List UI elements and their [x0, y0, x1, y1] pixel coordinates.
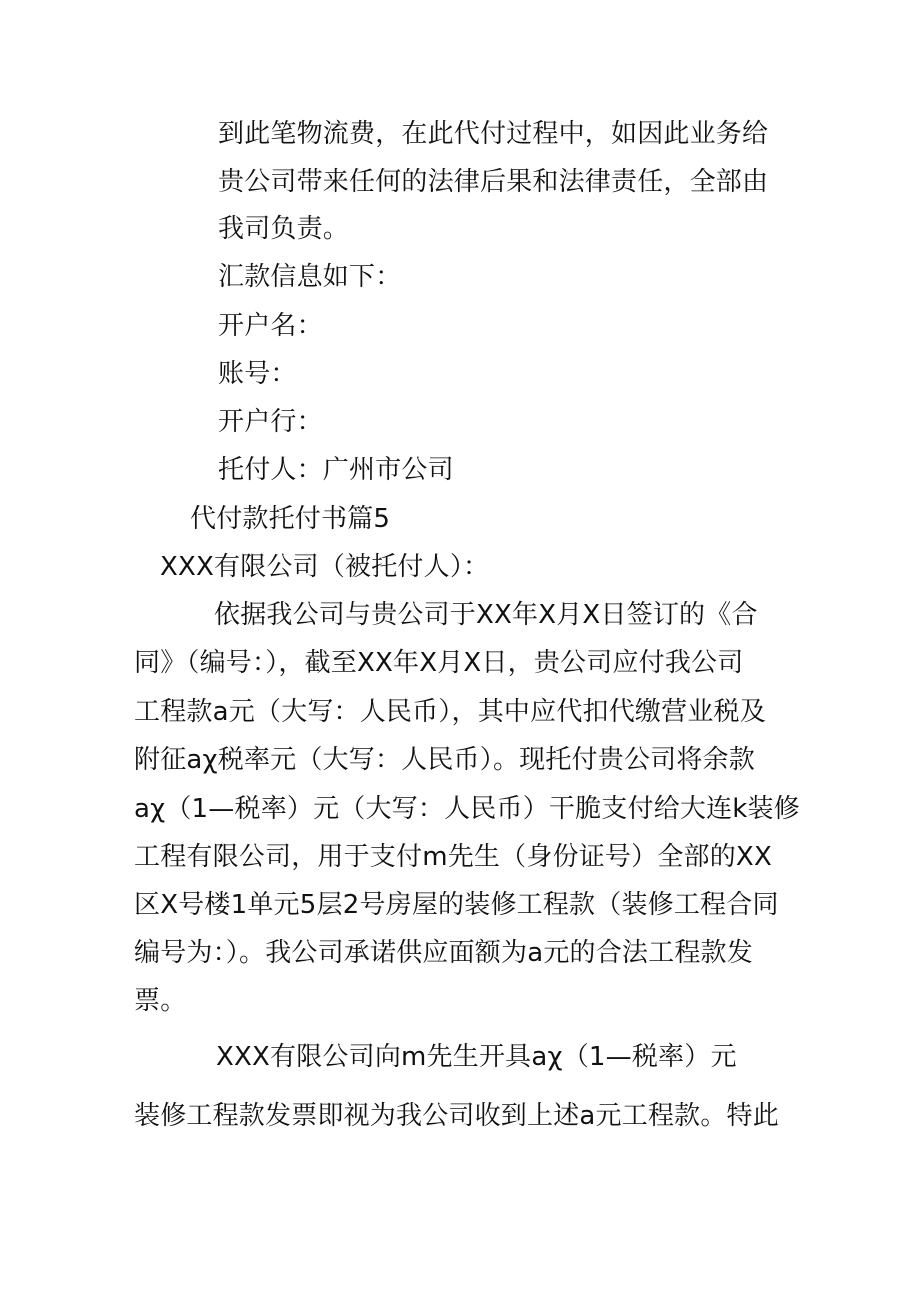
- text-line: 同》（编号：），截至XX年X月X日，贵公司应付我公司: [134, 648, 744, 678]
- text-line: XXX有限公司向m先生开具aχ（1—税率）元: [216, 1042, 737, 1072]
- text-line: 托付人：广州市公司: [218, 455, 454, 485]
- text-line: 票。: [134, 986, 187, 1016]
- text-line: 到此笔物流费，在此代付过程中，如因此业务给: [218, 119, 769, 149]
- text-line: 依据我公司与贵公司于XX年X月X日签订的《合: [214, 600, 758, 630]
- text-line: 装修工程款发票即视为我公司收到上述a元工程款。特此: [134, 1101, 779, 1131]
- text-line: 开户名：: [218, 311, 323, 341]
- text-line: 工程有限公司，用于支付m先生（身份证号）全部的XX: [134, 842, 772, 872]
- text-line: 区X号楼1单元5层2号房屋的装修工程款（装修工程合同: [134, 890, 779, 920]
- text-line: 工程款a元（大写：人民币），其中应代扣代缴营业税及: [134, 697, 766, 727]
- text-line: 附征aχ税率元（大写：人民币）。现托付贵公司将余款: [134, 745, 755, 775]
- text-line: 编号为：）。我公司承诺供应面额为a元的合法工程款发: [134, 938, 753, 968]
- text-line: 汇款信息如下：: [218, 262, 402, 292]
- text-line: 贵公司带来任何的法律后果和法律责任，全部由: [218, 167, 769, 197]
- text-line: aχ（1—税率）元（大写：人民币）干脆支付给大连k装修: [134, 794, 800, 824]
- text-line: 账号：: [218, 359, 297, 389]
- addressee-line: XXX有限公司（被托付人）：: [160, 552, 490, 582]
- text-line: 开户行：: [218, 407, 323, 437]
- text-line: 我司负责。: [218, 214, 350, 244]
- section-heading: 代付款托付书篇5: [190, 504, 391, 534]
